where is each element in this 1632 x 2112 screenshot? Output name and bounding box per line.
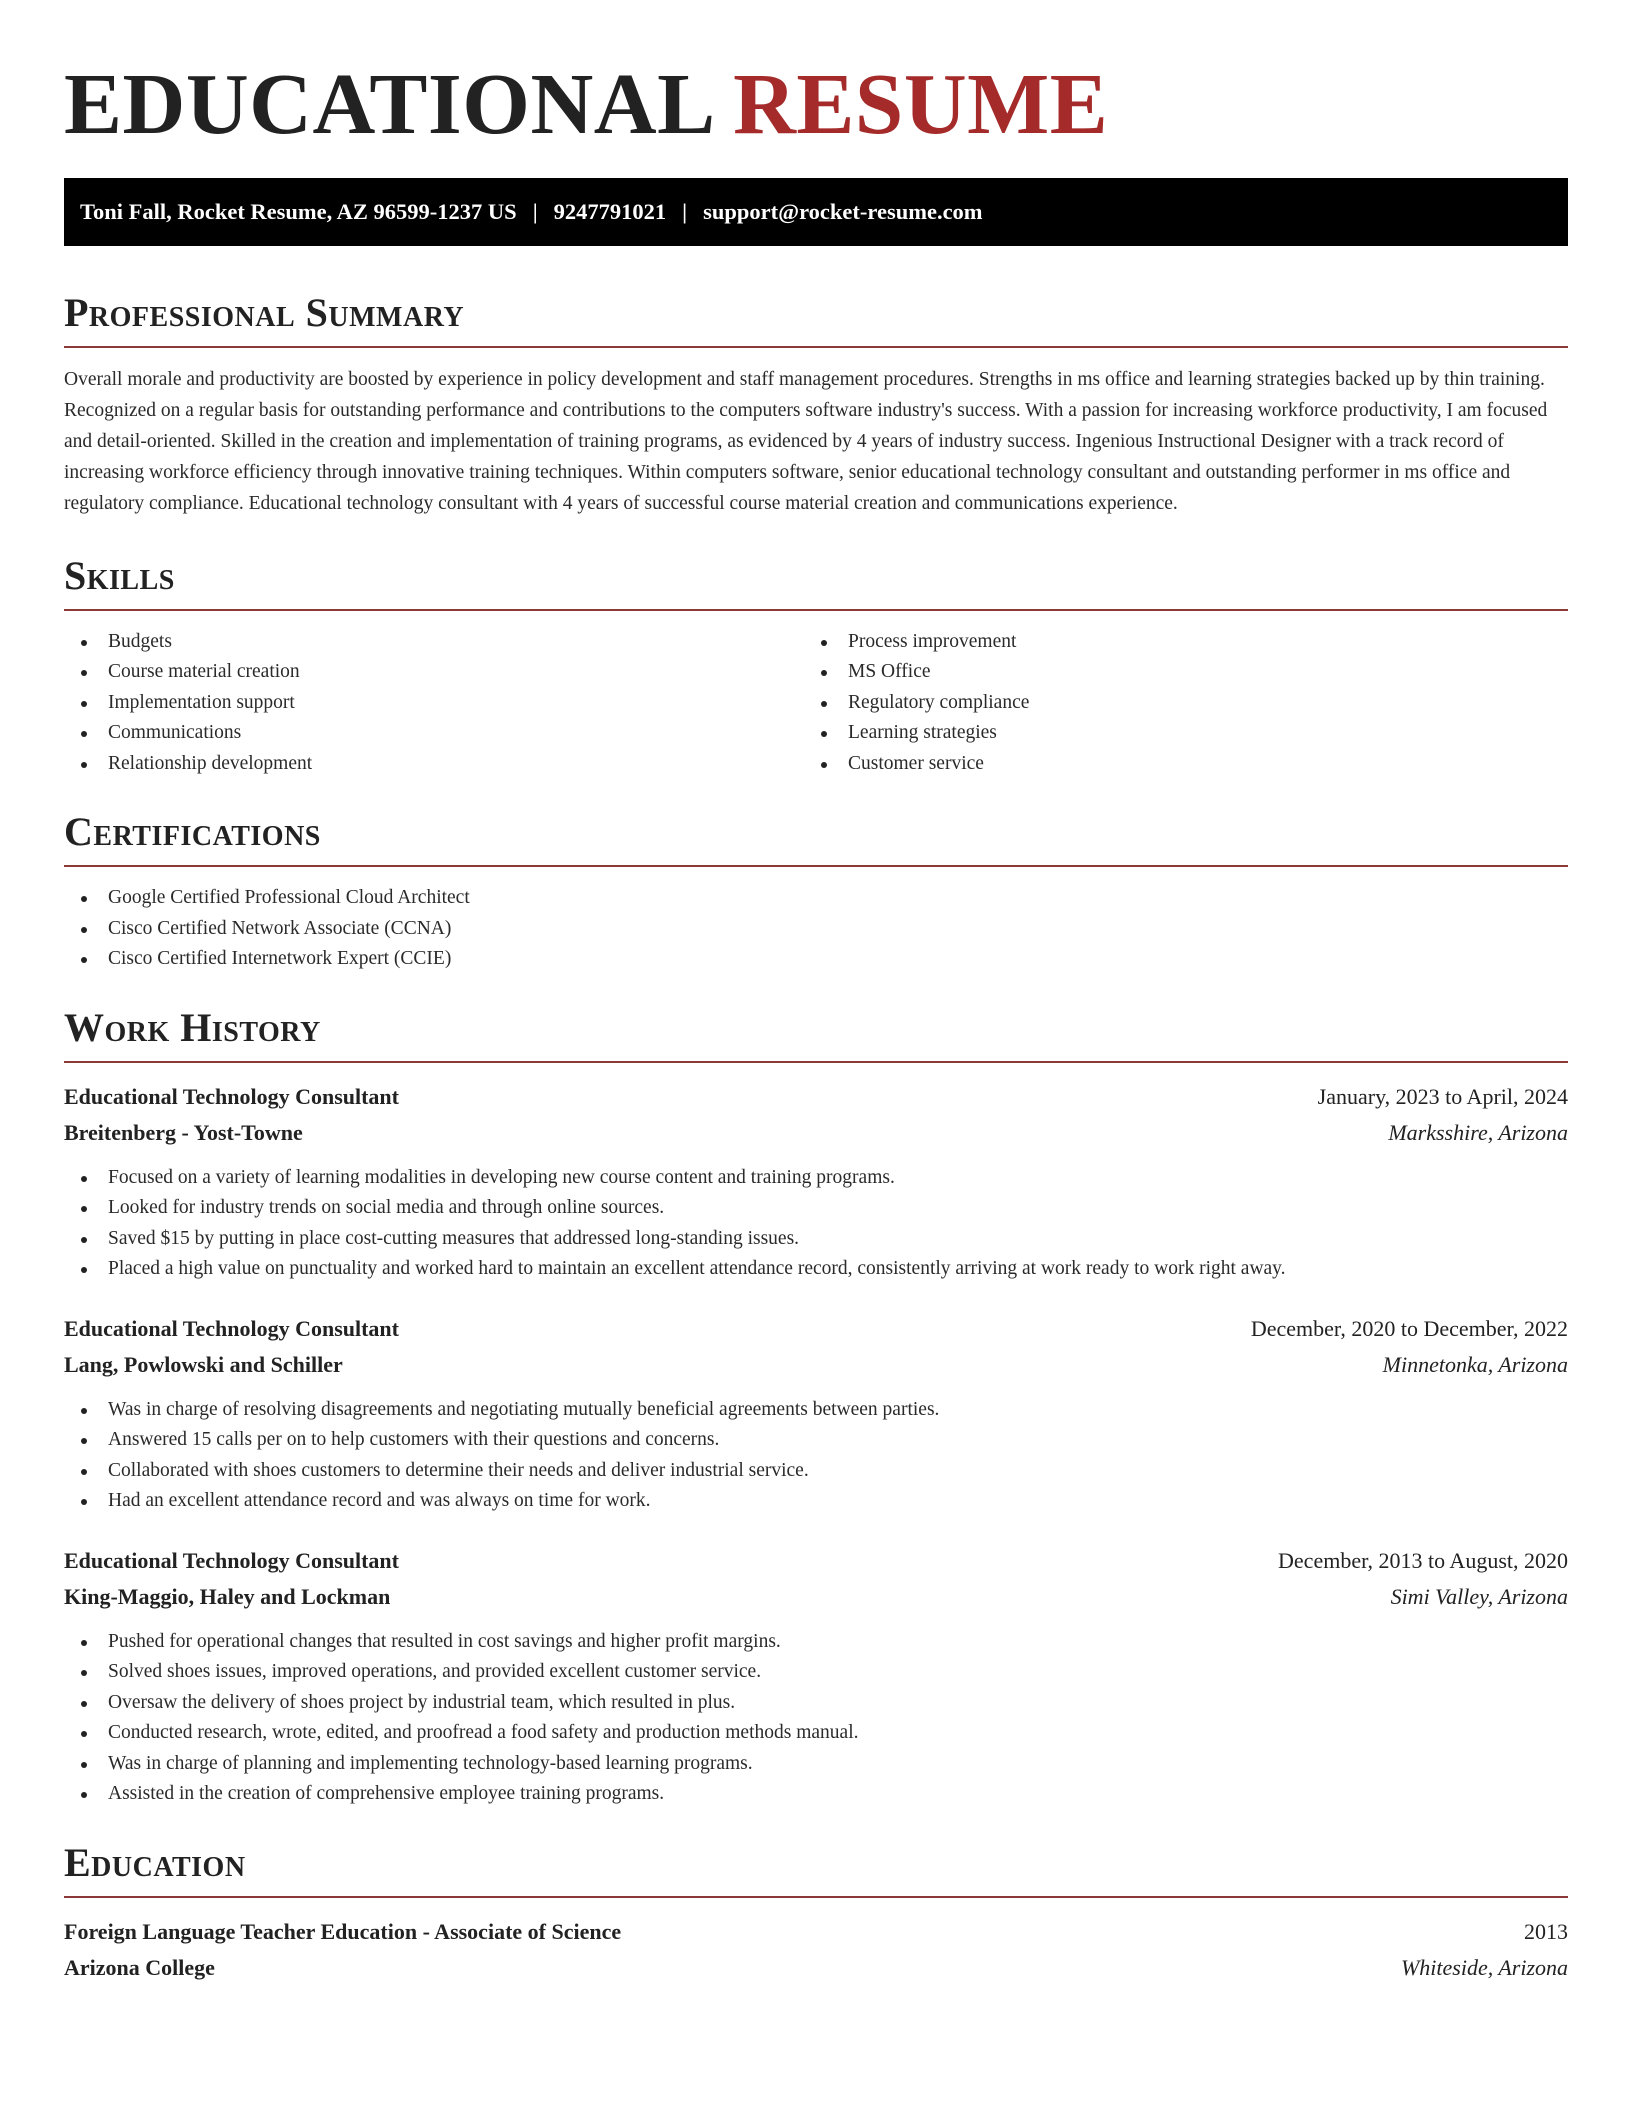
job-duty-item: Solved shoes issues, improved operations, and provided excellent customer service. bbox=[64, 1657, 1568, 1688]
section-divider bbox=[64, 865, 1568, 867]
section-title-work-history: Work History bbox=[64, 1004, 321, 1050]
education-location: Whiteside, Arizona bbox=[1400, 1954, 1568, 1980]
job-location: Marksshire, Arizona bbox=[1388, 1119, 1568, 1145]
education-entry bbox=[64, 1914, 1568, 1986]
contact-separator: | bbox=[682, 198, 688, 224]
job-duties-list bbox=[64, 1395, 1568, 1517]
section-divider bbox=[64, 346, 1568, 348]
skills-section bbox=[64, 553, 1568, 780]
job-duties-list bbox=[64, 1163, 1568, 1285]
job-company-row bbox=[64, 1347, 1568, 1383]
title-main: EDUCATIONAL bbox=[64, 55, 711, 152]
section-divider bbox=[64, 1896, 1568, 1898]
job-duty-item: Oversaw the delivery of shoes project by industrial team, which resulted in plus. bbox=[64, 1688, 1568, 1719]
job-entry bbox=[64, 1079, 1568, 1285]
title-accent: RESUME bbox=[733, 55, 1109, 152]
section-title-summary: Professional Summary bbox=[64, 289, 465, 335]
job-company: Lang, Powlowski and Schiller bbox=[64, 1351, 343, 1377]
skill-item: Budgets bbox=[64, 627, 804, 658]
job-duty-item: Placed a high value on punctuality and worked hard to maintain an excellent attendance record, consistently arriving at work ready to work right away. bbox=[64, 1254, 1568, 1285]
job-duty-item: Saved $15 by putting in place cost-cutting measures that addressed long-standing issues. bbox=[64, 1224, 1568, 1255]
contact-separator: | bbox=[532, 198, 538, 224]
job-header-row bbox=[64, 1311, 1568, 1347]
job-title: Educational Technology Consultant bbox=[64, 1083, 399, 1109]
job-dates: January, 2023 to April, 2024 bbox=[1317, 1083, 1568, 1109]
education-school: Arizona College bbox=[64, 1954, 215, 1980]
job-company: King-Maggio, Haley and Lockman bbox=[64, 1583, 391, 1609]
job-company-row bbox=[64, 1579, 1568, 1615]
section-title-skills: Skills bbox=[64, 552, 175, 598]
job-duty-item: Conducted research, wrote, edited, and proofread a food safety and production methods manual. bbox=[64, 1718, 1568, 1749]
education-school-row bbox=[64, 1950, 1568, 1986]
job-header-row bbox=[64, 1543, 1568, 1579]
job-duty-item: Collaborated with shoes customers to determine their needs and deliver industrial service. bbox=[64, 1456, 1568, 1487]
job-entry bbox=[64, 1543, 1568, 1810]
job-company-row bbox=[64, 1115, 1568, 1151]
section-title-education: Education bbox=[64, 1839, 246, 1885]
job-header-row bbox=[64, 1079, 1568, 1115]
contact-phone: 9247791021 bbox=[553, 198, 667, 224]
skill-item: Relationship development bbox=[64, 749, 804, 780]
education-section bbox=[64, 1840, 1568, 1986]
certification-item: Cisco Certified Network Associate (CCNA) bbox=[64, 914, 1568, 945]
education-year: 2013 bbox=[1524, 1918, 1568, 1944]
skill-item: MS Office bbox=[804, 657, 1544, 688]
summary-section bbox=[64, 290, 1568, 519]
skills-list-right bbox=[804, 627, 1544, 780]
job-title: Educational Technology Consultant bbox=[64, 1547, 399, 1573]
summary-text: Overall morale and productivity are boosted by experience in policy development and staff management procedures. Strengths in ms office and learning strategies backed up by thin training. Recognized on a regular basis for outstanding performance and contributions to the computers software industry's success. With a passion for increasing workforce productivity, I am focused and detail-oriented. Skilled in the creation and implementation of training programs, as evidenced by 4 years of industry success. Ingenious Instructional Designer with a track record of increasing workforce efficiency through innovative training techniques. Within computers software, senior educational technology consultant and outstanding performer in ms office and regulatory compliance. Educational technology consultant with 4 years of successful course material creation and communications experience. bbox=[64, 368, 1548, 514]
contact-bar bbox=[64, 178, 1568, 246]
certifications-section bbox=[64, 809, 1568, 975]
skills-grid bbox=[64, 627, 1568, 780]
job-company: Breitenberg - Yost-Towne bbox=[64, 1119, 303, 1145]
job-location: Minnetonka, Arizona bbox=[1382, 1351, 1568, 1377]
skills-list-left bbox=[64, 627, 804, 780]
section-divider bbox=[64, 609, 1568, 611]
education-degree: Foreign Language Teacher Education - Associate of Science bbox=[64, 1918, 622, 1944]
section-title-certifications: Certifications bbox=[64, 809, 321, 855]
job-entry bbox=[64, 1311, 1568, 1517]
job-duties-list bbox=[64, 1627, 1568, 1810]
skill-item: Implementation support bbox=[64, 688, 804, 719]
contact-email: support@rocket-resume.com bbox=[703, 198, 983, 224]
skill-item: Process improvement bbox=[804, 627, 1544, 658]
job-title: Educational Technology Consultant bbox=[64, 1315, 399, 1341]
job-duty-item: Answered 15 calls per on to help customers with their questions and concerns. bbox=[64, 1425, 1568, 1456]
contact-address: Toni Fall, Rocket Resume, AZ 96599-1237 US bbox=[80, 198, 517, 224]
job-duty-item: Focused on a variety of learning modalities in developing new course content and training programs. bbox=[64, 1163, 1568, 1194]
education-degree-row bbox=[64, 1914, 1568, 1950]
certification-item: Google Certified Professional Cloud Architect bbox=[64, 883, 1568, 914]
job-duty-item: Was in charge of planning and implementing technology-based learning programs. bbox=[64, 1749, 1568, 1780]
resume-title bbox=[64, 56, 1568, 152]
section-divider bbox=[64, 1061, 1568, 1063]
job-duty-item: Looked for industry trends on social media and through online sources. bbox=[64, 1193, 1568, 1224]
skill-item: Regulatory compliance bbox=[804, 688, 1544, 719]
certification-item: Cisco Certified Internetwork Expert (CCIE) bbox=[64, 944, 1568, 975]
job-duty-item: Pushed for operational changes that resulted in cost savings and higher profit margins. bbox=[64, 1627, 1568, 1658]
job-dates: December, 2020 to December, 2022 bbox=[1250, 1315, 1568, 1341]
job-duty-item: Was in charge of resolving disagreements and negotiating mutually beneficial agreements between parties. bbox=[64, 1395, 1568, 1426]
skill-item: Customer service bbox=[804, 749, 1544, 780]
job-location: Simi Valley, Arizona bbox=[1390, 1583, 1568, 1609]
job-duty-item: Assisted in the creation of comprehensive employee training programs. bbox=[64, 1779, 1568, 1810]
skill-item: Course material creation bbox=[64, 657, 804, 688]
job-dates: December, 2013 to August, 2020 bbox=[1278, 1547, 1568, 1573]
skill-item: Communications bbox=[64, 718, 804, 749]
job-duty-item: Had an excellent attendance record and was always on time for work. bbox=[64, 1486, 1568, 1517]
certifications-list bbox=[64, 883, 1568, 975]
skill-item: Learning strategies bbox=[804, 718, 1544, 749]
work-history-section bbox=[64, 1005, 1568, 1810]
